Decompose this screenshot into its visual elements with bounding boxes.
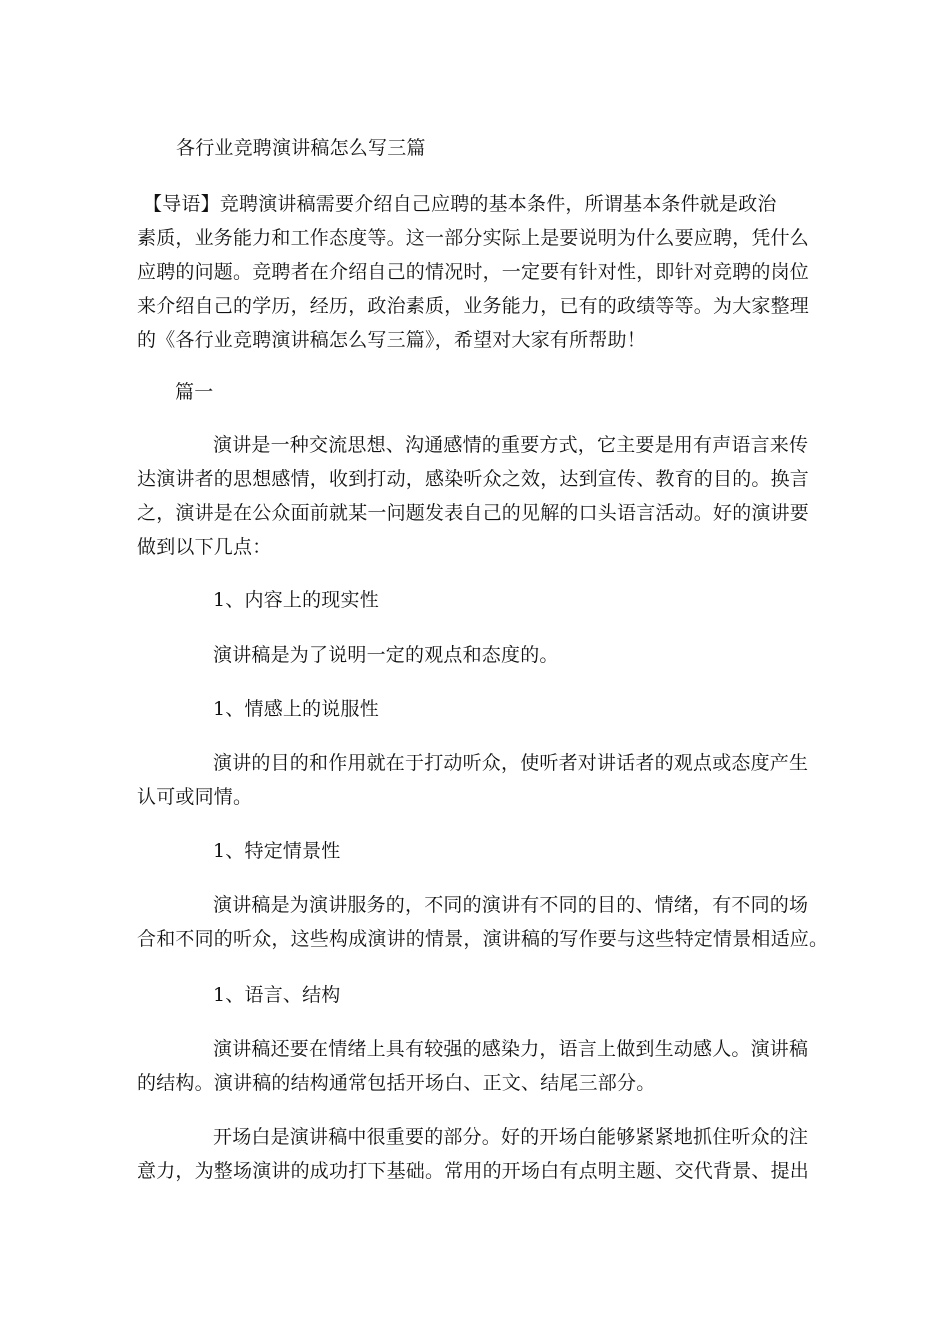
paragraph-line: 达演讲者的思想感情，收到打动，感染听众之效，达到宣传、教育的目的。换言 <box>137 468 810 490</box>
point-text: 演讲的目的和作用就在于打动听众，使听者对讲话者的观点或态度产生 <box>213 752 809 774</box>
document-title: 各行业竞聘演讲稿怎么写三篇 <box>176 137 426 159</box>
paragraph-line: 做到以下几点： <box>137 536 272 558</box>
paragraph-line: 演讲是一种交流思想、沟通感情的重要方式，它主要是用有声语言来传 <box>213 434 809 456</box>
point-heading: 1、情感上的说服性 <box>213 698 379 720</box>
intro-line: 应聘的问题。竞聘者在介绍自己的情况时，一定要有针对性，即针对竞聘的岗位 <box>137 261 810 283</box>
intro-line: 来介绍自己的学历，经历，政治素质，业务能力，已有的政绩等等。为大家整理 <box>137 295 810 317</box>
point-text: 认可或同情。 <box>137 786 253 808</box>
intro-line: 素质，业务能力和工作态度等。这一部分实际上是要说明为什么要应聘，凭什么 <box>137 227 810 249</box>
intro-line: 【导语】竞聘演讲稿需要介绍自己应聘的基本条件，所谓基本条件就是政治 <box>143 193 777 215</box>
point-text: 演讲稿还要在情绪上具有较强的感染力，语言上做到生动感人。演讲稿 <box>213 1038 809 1060</box>
point-text: 演讲稿是为演讲服务的，不同的演讲有不同的目的、情绪，有不同的场 <box>213 894 809 916</box>
point-text: 的结构。演讲稿的结构通常包括开场白、正文、结尾三部分。 <box>137 1072 656 1094</box>
point-text: 演讲稿是为了说明一定的观点和态度的。 <box>213 644 559 666</box>
intro-line: 的《各行业竞聘演讲稿怎么写三篇》，希望对大家有所帮助！ <box>137 329 646 351</box>
section-label: 篇一 <box>175 381 214 403</box>
paragraph-line: 意力，为整场演讲的成功打下基础。常用的开场白有点明主题、交代背景、提出 <box>137 1160 810 1182</box>
paragraph-line: 开场白是演讲稿中很重要的部分。好的开场白能够紧紧地抓住听众的注 <box>213 1126 809 1148</box>
point-heading: 1、内容上的现实性 <box>213 589 379 611</box>
point-heading: 1、语言、结构 <box>213 984 341 1006</box>
paragraph-line: 之，演讲是在公众面前就某一问题发表自己的见解的口头语言活动。好的演讲要 <box>137 502 810 524</box>
point-text: 合和不同的听众，这些构成演讲的情景，演讲稿的写作要与这些特定情景相适应。 <box>137 928 829 950</box>
point-heading: 1、特定情景性 <box>213 840 341 862</box>
